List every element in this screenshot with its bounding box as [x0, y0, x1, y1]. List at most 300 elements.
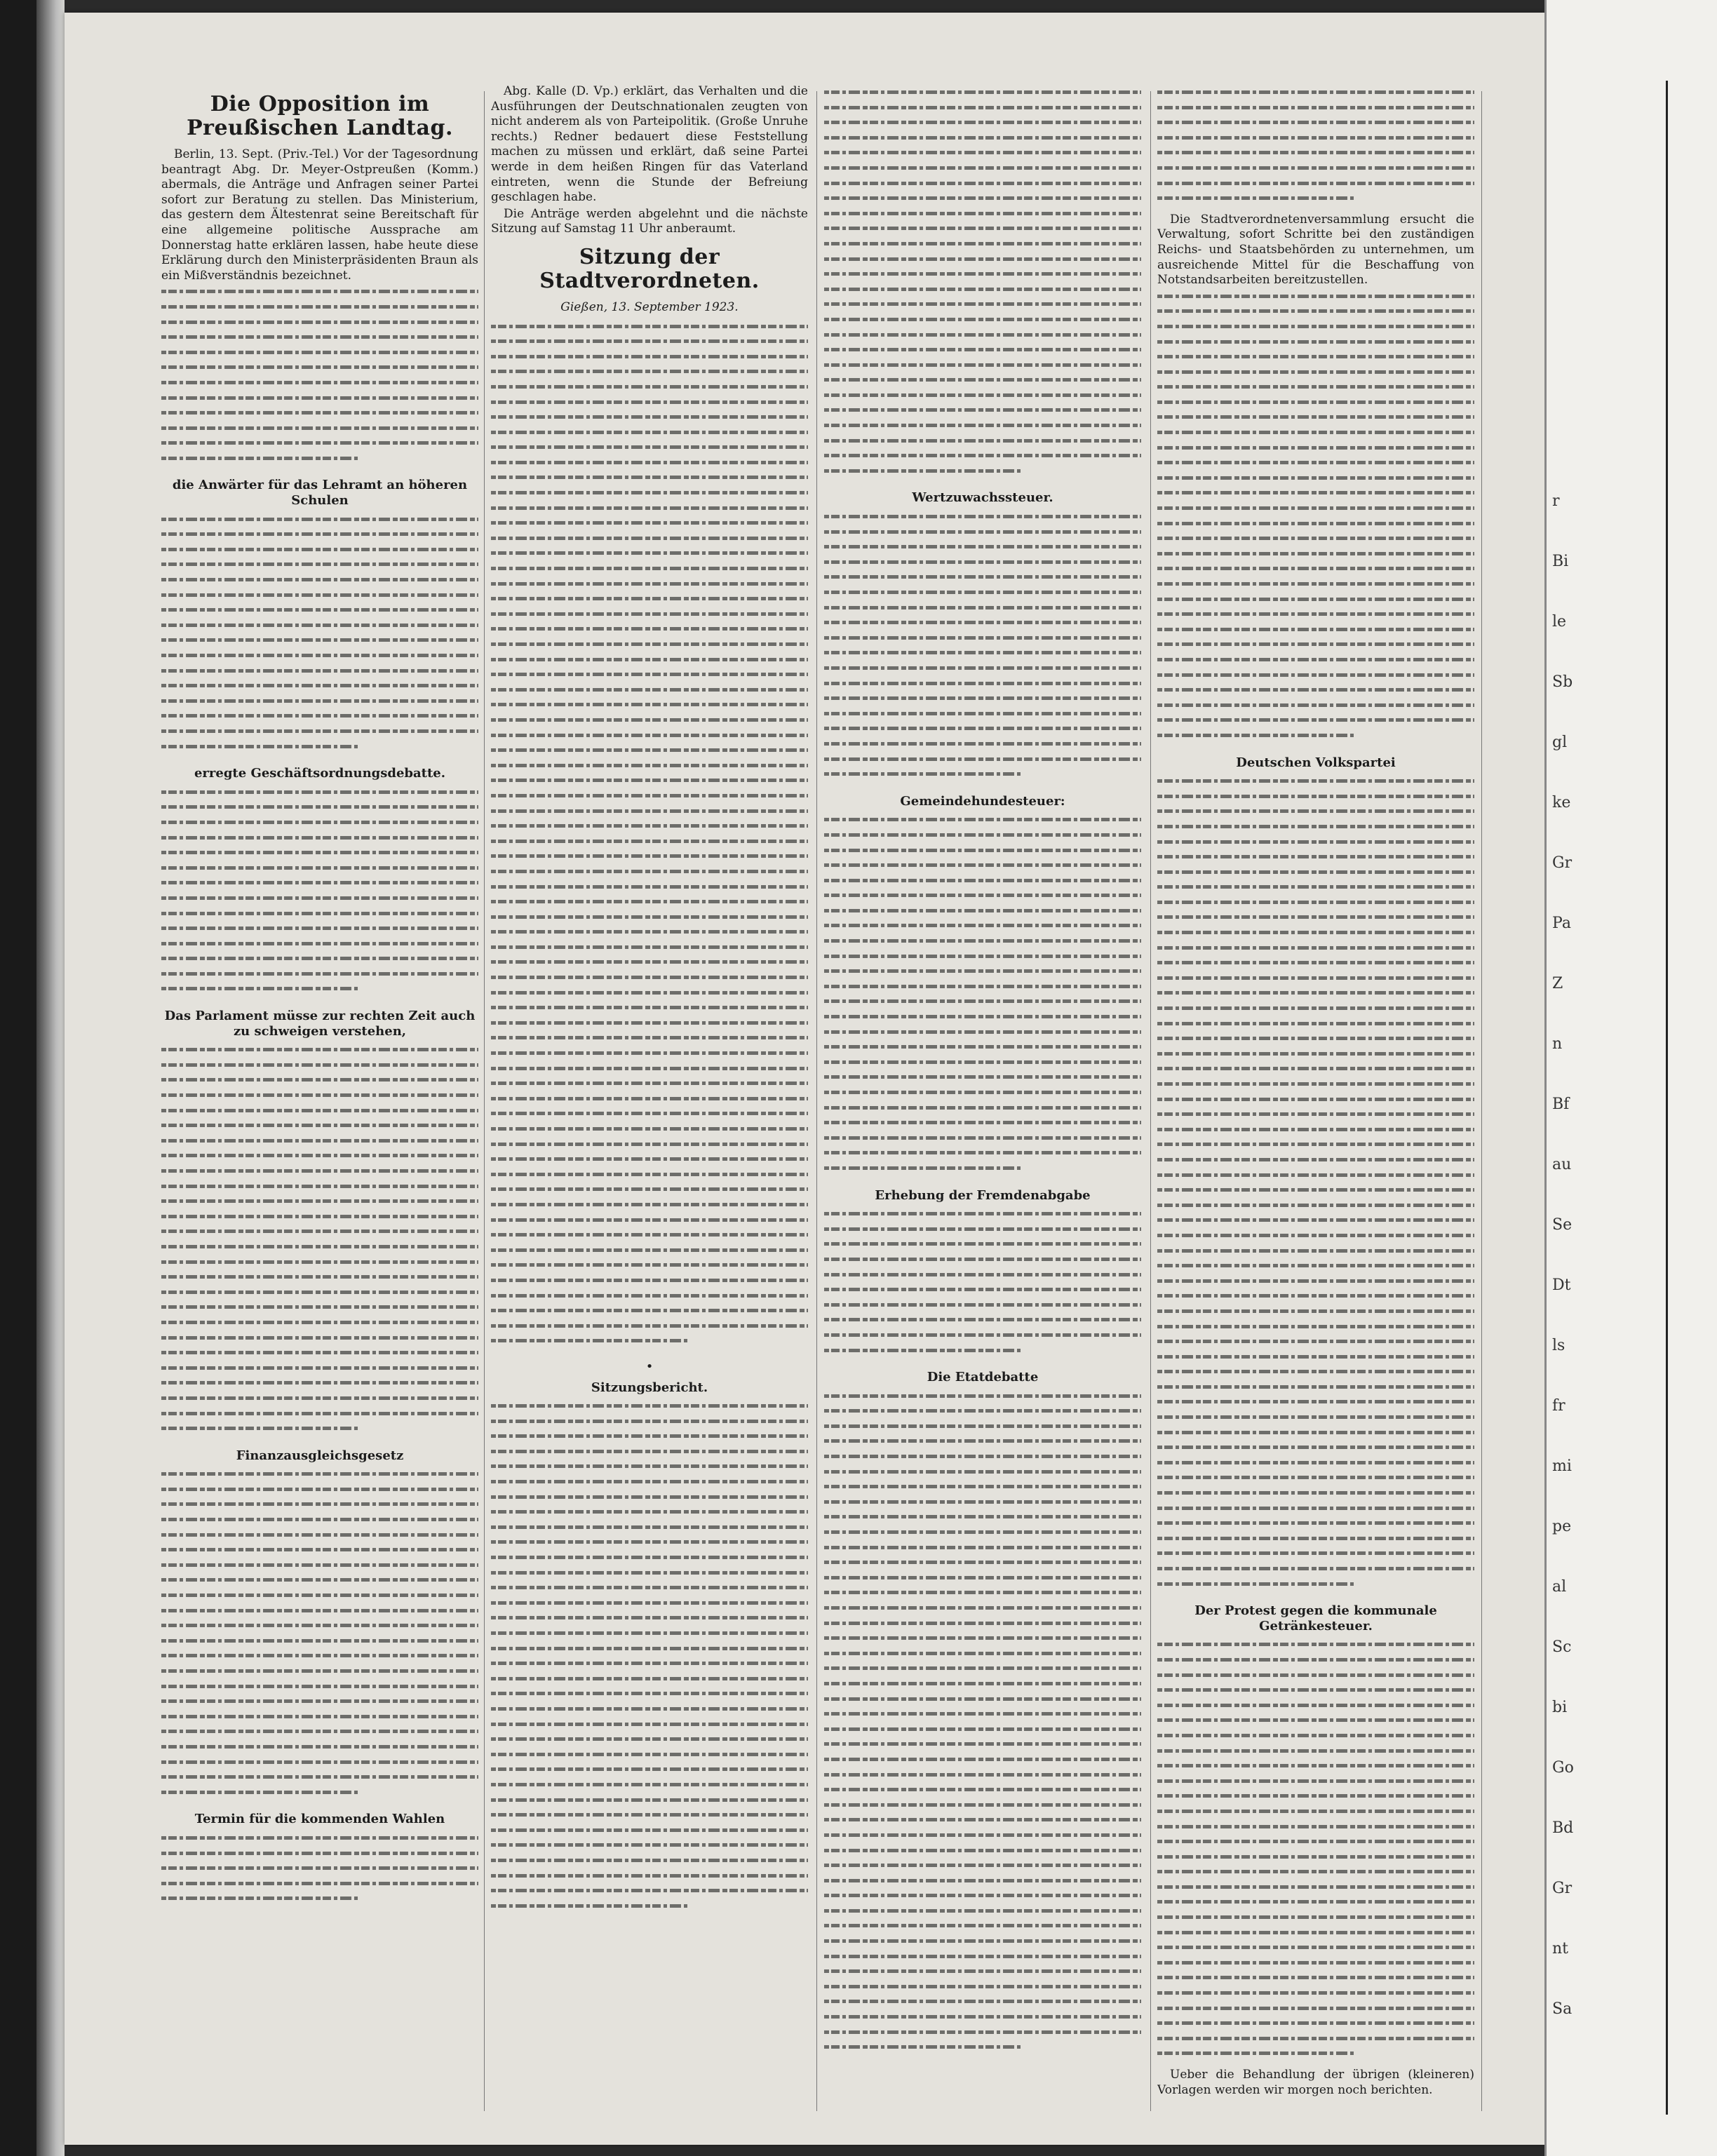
illegible-text-line	[491, 1716, 808, 1732]
adjacent-page-fragment: Pa	[1552, 915, 1571, 932]
illegible-text-line	[491, 1302, 808, 1318]
illegible-text-line	[1157, 1743, 1474, 1758]
illegible-text-line	[1157, 727, 1354, 743]
illegible-text-line	[491, 1030, 808, 1045]
illegible-text-line	[1157, 1697, 1474, 1713]
illegible-text-line	[824, 1478, 1141, 1494]
illegible-text-line	[1157, 1060, 1474, 1076]
illegible-text-line	[1157, 1925, 1474, 1940]
illegible-text-line	[161, 1678, 478, 1694]
illegible-text-line	[1157, 652, 1474, 667]
illegible-text-line	[1157, 546, 1474, 561]
illegible-text-line	[161, 1723, 478, 1739]
illegible-text-line	[824, 1160, 1021, 1175]
illegible-text-line	[161, 420, 478, 436]
illegible-text-line	[161, 1875, 478, 1891]
illegible-text-line	[1157, 909, 1474, 924]
illegible-text-line	[1157, 516, 1474, 531]
illegible-text-line	[491, 863, 808, 879]
illegible-text-line	[1157, 1273, 1474, 1288]
illegible-text-line	[491, 712, 808, 727]
illegible-text-line	[491, 696, 808, 712]
illegible-text-line	[491, 1746, 808, 1762]
illegible-text-line	[1157, 1363, 1474, 1379]
illegible-text-line	[491, 439, 808, 454]
illegible-text-line	[161, 1072, 478, 1087]
adjacent-page-fragment: Go	[1552, 1759, 1574, 1777]
illegible-text-line	[161, 1117, 478, 1133]
illegible-text-line	[491, 1075, 808, 1091]
illegible-text-line	[161, 450, 358, 466]
illegible-text-line	[1157, 424, 1474, 440]
illegible-text-line	[824, 766, 1021, 781]
illegible-text-line	[161, 1103, 478, 1118]
illegible-text-line	[491, 1136, 808, 1152]
illegible-text-line	[161, 1208, 478, 1224]
illegible-text-line	[491, 560, 808, 576]
illegible-text-line	[491, 833, 808, 849]
adjacent-page-fragment: ke	[1552, 794, 1571, 811]
illegible-text-line	[1157, 175, 1474, 191]
illegible-text-line	[824, 190, 1141, 206]
illegible-text-line	[824, 1781, 1141, 1797]
illegible-text-line	[161, 359, 478, 375]
illegible-text-line	[824, 160, 1141, 175]
text-column-1	[161, 84, 478, 2118]
illegible-text-line	[824, 84, 1141, 100]
adjacent-page-fragment: r	[1552, 492, 1560, 510]
illegible-text-line	[824, 1100, 1141, 1115]
illegible-text-line	[491, 1504, 808, 1519]
illegible-text-line	[1157, 2000, 1474, 2016]
illegible-text-line	[1157, 1076, 1474, 1091]
illegible-text-line	[491, 1565, 808, 1580]
column-rule	[1150, 91, 1151, 2111]
illegible-text-line	[161, 511, 478, 527]
section-subheading: Erhebung der Fremdenabgabe	[875, 1187, 1091, 1203]
illegible-text-line	[824, 2024, 1141, 2040]
illegible-text-line	[1157, 84, 1474, 100]
illegible-text-line	[161, 890, 478, 905]
illegible-text-line	[1157, 1682, 1474, 1697]
illegible-text-line	[824, 1236, 1141, 1251]
illegible-text-line	[824, 372, 1141, 387]
illegible-text-line	[161, 1739, 478, 1754]
illegible-text-line	[1157, 470, 1474, 485]
illegible-text-line	[824, 675, 1141, 691]
illegible-text-line	[824, 690, 1141, 706]
illegible-text-line	[824, 872, 1141, 888]
illegible-text-line	[161, 1603, 478, 1618]
illegible-text-line	[161, 587, 478, 602]
illegible-text-line	[824, 600, 1141, 615]
illegible-text-line	[824, 417, 1141, 433]
illegible-text-line	[161, 572, 478, 587]
illegible-text-line	[824, 1251, 1141, 1267]
column-rule	[816, 91, 817, 2111]
illegible-text-line	[824, 1615, 1141, 1631]
section-subheading: erregte Geschäftsordnungsdebatte.	[194, 766, 446, 781]
illegible-text-line	[491, 803, 808, 818]
illegible-text-line	[1157, 1758, 1474, 1773]
illegible-text-line	[161, 1572, 478, 1587]
illegible-text-line	[824, 1993, 1141, 2009]
adjacent-page-fragment: Gr	[1552, 854, 1573, 872]
illegible-text-line	[161, 1330, 478, 1345]
adjacent-page-fragment: bi	[1552, 1699, 1568, 1716]
illegible-text-line	[824, 1539, 1141, 1555]
illegible-text-line	[1157, 1000, 1474, 1016]
illegible-text-line	[161, 1178, 478, 1194]
illegible-text-line	[1157, 530, 1474, 546]
illegible-text-line	[491, 1610, 808, 1625]
illegible-text-line	[1157, 1424, 1474, 1440]
illegible-text-line	[161, 1769, 478, 1784]
illegible-text-line	[824, 1721, 1141, 1737]
illegible-text-line	[1157, 2045, 1354, 2061]
illegible-text-line	[491, 1534, 808, 1549]
illegible-text-line	[491, 424, 808, 440]
illegible-text-line	[491, 1458, 808, 1474]
illegible-text-line	[824, 584, 1141, 600]
illegible-text-line	[824, 1024, 1141, 1039]
adjacent-page-fragment: Bi	[1552, 553, 1569, 570]
illegible-text-line	[161, 1557, 478, 1572]
illegible-text-line	[1157, 1469, 1474, 1485]
book-binding	[36, 0, 65, 2156]
illegible-text-line	[1157, 1485, 1474, 1500]
illegible-text-line	[491, 318, 808, 334]
section-separator: •	[645, 1359, 654, 1374]
article-paragraph: Ueber die Behandlung der übrigen (kleineren) Vorlagen werden wir morgen noch berichten.	[1157, 2068, 1474, 2097]
illegible-text-line	[1157, 1894, 1474, 1909]
illegible-text-line	[491, 1822, 808, 1838]
illegible-text-line	[161, 981, 358, 996]
illegible-text-line	[824, 1069, 1141, 1084]
illegible-text-line	[824, 645, 1141, 660]
illegible-text-line	[491, 788, 808, 803]
section-subheading: Sitzungsbericht.	[591, 1380, 708, 1395]
illegible-text-line	[491, 576, 808, 591]
illegible-text-line	[161, 1617, 478, 1633]
illegible-text-line	[491, 1852, 808, 1868]
illegible-text-line	[491, 652, 808, 667]
illegible-text-line	[1157, 1909, 1474, 1925]
section-subheading: die Anwärter für das Lehramt an höheren Schulen	[172, 478, 468, 508]
illegible-text-line	[491, 1428, 808, 1443]
illegible-text-line	[1157, 100, 1474, 115]
illegible-text-line	[1157, 1258, 1474, 1273]
illegible-text-line	[161, 875, 478, 890]
illegible-text-line	[824, 1570, 1141, 1585]
illegible-text-line	[161, 799, 478, 814]
illegible-text-line	[161, 678, 478, 693]
illegible-text-line	[824, 1524, 1141, 1539]
adjacent-page-fragment: Z	[1552, 975, 1563, 992]
illegible-text-line	[1157, 1030, 1474, 1046]
illegible-text-line	[1157, 1515, 1474, 1530]
illegible-text-line	[824, 569, 1141, 584]
illegible-text-line	[491, 500, 808, 516]
article-paragraph: Berlin, 13. Sept. (Priv.-Tel.) Vor der Tagesordnung beantragt Abg. Dr. Meyer-Ostpreußen (Komm.) abermals, die Anträge und Anfragen seiner Partei sofort zur Beratung zu stellen. Das Ministerium, das gestern dem Ältestenrat seine Bereitschaft für eine allgemeine politische Aussprache am Donnerstag hatte erklären lassen, habe heute diese Erklärung durch den Ministerpräsidenten Braun als ein Mißverständnis bezeichnet.	[161, 147, 478, 283]
illegible-text-line	[824, 281, 1141, 297]
illegible-text-line	[161, 1284, 478, 1300]
illegible-text-line	[1157, 440, 1474, 455]
section-subheading: Der Protest gegen die kommunale Getränkesteuer.	[1194, 1603, 1437, 1633]
section-subheading: Das Parlament müsse zur rechten Zeit auch zu schweigen verstehen,	[164, 1009, 476, 1039]
illegible-text-line	[1157, 1136, 1474, 1152]
illegible-text-line	[824, 1827, 1141, 1842]
illegible-text-line	[824, 1903, 1141, 1918]
illegible-text-line	[491, 1807, 808, 1822]
illegible-text-line	[161, 936, 478, 951]
illegible-text-line	[824, 1933, 1141, 1948]
adjacent-page-fragment: Sc	[1552, 1638, 1572, 1656]
illegible-text-line	[1157, 485, 1474, 500]
illegible-text-line	[1157, 1409, 1474, 1424]
illegible-text-line	[491, 879, 808, 894]
illegible-text-line	[824, 2009, 1141, 2024]
illegible-text-line	[824, 842, 1141, 858]
illegible-text-line	[491, 985, 808, 1000]
illegible-text-line	[1157, 1167, 1474, 1183]
illegible-text-line	[161, 1223, 478, 1239]
illegible-text-line	[824, 1857, 1141, 1873]
illegible-text-line	[824, 144, 1141, 160]
illegible-text-line	[1157, 114, 1474, 130]
illegible-text-line	[1157, 1773, 1474, 1788]
article-headline: Sitzung der Stadtverordneten.	[539, 244, 760, 293]
adjacent-page-fragment: Se	[1552, 1216, 1573, 1234]
illegible-text-line	[491, 1625, 808, 1640]
illegible-text-line	[1157, 379, 1474, 394]
illegible-text-line	[1157, 1712, 1474, 1727]
illegible-text-line	[1157, 818, 1474, 834]
illegible-text-line	[491, 999, 808, 1015]
illegible-text-line	[1157, 621, 1474, 637]
illegible-text-line	[491, 515, 808, 530]
illegible-text-line	[161, 1466, 478, 1481]
illegible-text-line	[824, 811, 1141, 827]
illegible-text-line	[491, 485, 808, 500]
illegible-text-line	[1157, 318, 1474, 334]
illegible-text-line	[491, 1579, 808, 1595]
illegible-text-line	[491, 1257, 808, 1272]
illegible-text-line	[824, 1630, 1141, 1645]
illegible-text-line	[1157, 1803, 1474, 1819]
adjacent-page-fragment: Bd	[1552, 1819, 1574, 1837]
illegible-text-line	[491, 909, 808, 924]
section-subheading: Deutschen Volkspartei	[1236, 755, 1396, 770]
scanner-edge	[0, 0, 36, 2156]
illegible-text-line	[491, 1398, 808, 1413]
illegible-text-line	[824, 1600, 1141, 1615]
illegible-text-line	[491, 1671, 808, 1686]
illegible-text-line	[1157, 1545, 1474, 1561]
illegible-text-line	[824, 1979, 1141, 1994]
illegible-text-line	[161, 1633, 478, 1648]
illegible-text-line	[824, 1509, 1141, 1524]
illegible-text-line	[161, 1830, 478, 1845]
illegible-text-line	[1157, 879, 1474, 894]
illegible-text-line	[491, 1197, 808, 1212]
illegible-text-line	[1157, 576, 1474, 591]
illegible-text-line	[161, 1239, 478, 1254]
adjacent-page-fragment: Bf	[1552, 1096, 1570, 1113]
illegible-text-line	[161, 1269, 478, 1284]
illegible-text-line	[1157, 1227, 1474, 1243]
illegible-text-line	[1157, 1106, 1474, 1121]
illegible-text-line	[1157, 2015, 1474, 2030]
illegible-text-line	[161, 1042, 478, 1057]
illegible-text-line	[161, 375, 478, 390]
illegible-text-line	[1157, 1636, 1474, 1652]
illegible-text-line	[1157, 160, 1474, 175]
illegible-text-line	[491, 1227, 808, 1242]
illegible-text-line	[1157, 697, 1474, 713]
illegible-text-line	[491, 1655, 808, 1671]
illegible-text-line	[491, 894, 808, 909]
illegible-text-line	[1157, 1243, 1474, 1258]
illegible-text-line	[1157, 1394, 1474, 1409]
illegible-text-line	[1157, 591, 1474, 607]
illegible-text-line	[491, 1640, 808, 1656]
illegible-text-line	[161, 541, 478, 557]
illegible-text-line	[1157, 1819, 1474, 1834]
illegible-text-line	[491, 1288, 808, 1303]
illegible-text-line	[491, 1333, 687, 1348]
illegible-text-line	[1157, 1121, 1474, 1137]
illegible-text-line	[824, 1464, 1141, 1479]
illegible-text-line	[161, 1527, 478, 1542]
illegible-text-line	[824, 327, 1141, 342]
illegible-text-line	[824, 1645, 1141, 1661]
illegible-text-line	[161, 663, 478, 678]
illegible-text-line	[491, 1443, 808, 1459]
illegible-text-line	[161, 1663, 478, 1678]
illegible-text-line	[1157, 970, 1474, 985]
illegible-text-line	[491, 1015, 808, 1030]
illegible-text-line	[1157, 349, 1474, 364]
adjacent-page-fragment: Gr	[1552, 1880, 1573, 1897]
illegible-text-line	[161, 526, 478, 541]
illegible-text-line	[491, 1121, 808, 1136]
illegible-text-line	[824, 1206, 1141, 1221]
illegible-text-line	[491, 545, 808, 560]
illegible-text-line	[824, 1054, 1141, 1070]
illegible-text-line	[491, 379, 808, 394]
illegible-text-line	[161, 1314, 478, 1330]
adjacent-page-fragment: mi	[1552, 1457, 1572, 1475]
illegible-text-line	[491, 924, 808, 939]
illegible-text-line	[824, 1751, 1141, 1767]
adjacent-page-rule	[1666, 81, 1668, 2115]
illegible-text-line	[824, 1963, 1141, 1979]
illegible-text-line	[1157, 1091, 1474, 1107]
illegible-text-line	[1157, 1667, 1474, 1683]
adjacent-page-fragment: le	[1552, 613, 1567, 631]
illegible-text-line	[824, 251, 1141, 267]
adjacent-page-fragment: al	[1552, 1578, 1567, 1596]
illegible-text-line	[1157, 712, 1474, 727]
illegible-text-line	[1157, 1379, 1474, 1394]
illegible-text-line	[491, 848, 808, 863]
illegible-text-line	[491, 1060, 808, 1076]
illegible-text-line	[1157, 364, 1474, 379]
illegible-text-line	[824, 1676, 1141, 1691]
illegible-text-line	[491, 1882, 808, 1898]
illegible-text-line	[1157, 1303, 1474, 1319]
illegible-text-line	[1157, 1212, 1474, 1227]
adjacent-page-fragment: n	[1552, 1035, 1563, 1053]
illegible-text-line	[824, 736, 1141, 751]
illegible-text-line	[824, 630, 1141, 645]
illegible-text-line	[491, 772, 808, 788]
illegible-text-line	[824, 296, 1141, 311]
illegible-text-line	[824, 1221, 1141, 1237]
illegible-text-line	[491, 954, 808, 969]
illegible-text-line	[1157, 894, 1474, 910]
section-subheading: Gemeindehundesteuer:	[900, 793, 1065, 809]
article-paragraph: Die Stadtverordnetenversammlung ersucht die Verwaltung, sofort Schritte bei den zuständigen Reichs- und Staatsbehörden zu unternehmen, um ausreichende Mittel für die Beschaffung von Notstandsarbeiten bereitzustellen.	[1157, 212, 1474, 288]
illegible-text-line	[824, 917, 1141, 933]
illegible-text-line	[824, 1009, 1141, 1024]
illegible-text-line	[824, 706, 1141, 721]
illegible-text-line	[1157, 1561, 1474, 1576]
illegible-text-line	[161, 1147, 478, 1163]
illegible-text-line	[161, 1133, 478, 1148]
illegible-text-line	[1157, 2030, 1474, 2046]
illegible-text-line	[1157, 1985, 1474, 2000]
illegible-text-line	[1157, 303, 1474, 318]
illegible-text-line	[824, 175, 1141, 191]
illegible-text-line	[491, 1489, 808, 1504]
illegible-text-line	[161, 556, 478, 572]
illegible-text-line	[1157, 849, 1474, 864]
illegible-text-line	[824, 1706, 1141, 1721]
illegible-text-line	[161, 950, 478, 966]
illegible-text-line	[161, 693, 478, 708]
illegible-text-line	[1157, 1455, 1474, 1470]
illegible-text-line	[491, 742, 808, 757]
illegible-text-line	[1157, 955, 1474, 970]
illegible-text-line	[161, 784, 478, 800]
illegible-text-line	[491, 1777, 808, 1792]
illegible-text-line	[824, 1039, 1141, 1054]
illegible-text-line	[824, 402, 1141, 417]
illegible-text-line	[161, 1754, 478, 1770]
illegible-text-line	[824, 114, 1141, 130]
illegible-text-line	[824, 463, 1021, 478]
illegible-text-line	[1157, 1969, 1474, 1985]
illegible-text-line	[161, 1254, 478, 1269]
illegible-text-line	[161, 920, 478, 936]
illegible-text-line	[491, 969, 808, 985]
illegible-text-line	[1157, 682, 1474, 697]
illegible-text-line	[161, 299, 478, 314]
text-column-2	[491, 84, 808, 2118]
illegible-text-line	[824, 1887, 1141, 1903]
illegible-text-line	[1157, 560, 1474, 576]
illegible-text-line	[824, 1403, 1141, 1418]
illegible-text-line	[491, 363, 808, 379]
section-subheading: Finanzausgleichsgesetz	[236, 1448, 404, 1463]
adjacent-page-fragment: ls	[1552, 1337, 1566, 1354]
illegible-text-line	[1157, 1849, 1474, 1864]
illegible-text-line	[491, 469, 808, 485]
illegible-text-line	[491, 1413, 808, 1429]
illegible-text-line	[161, 602, 478, 617]
